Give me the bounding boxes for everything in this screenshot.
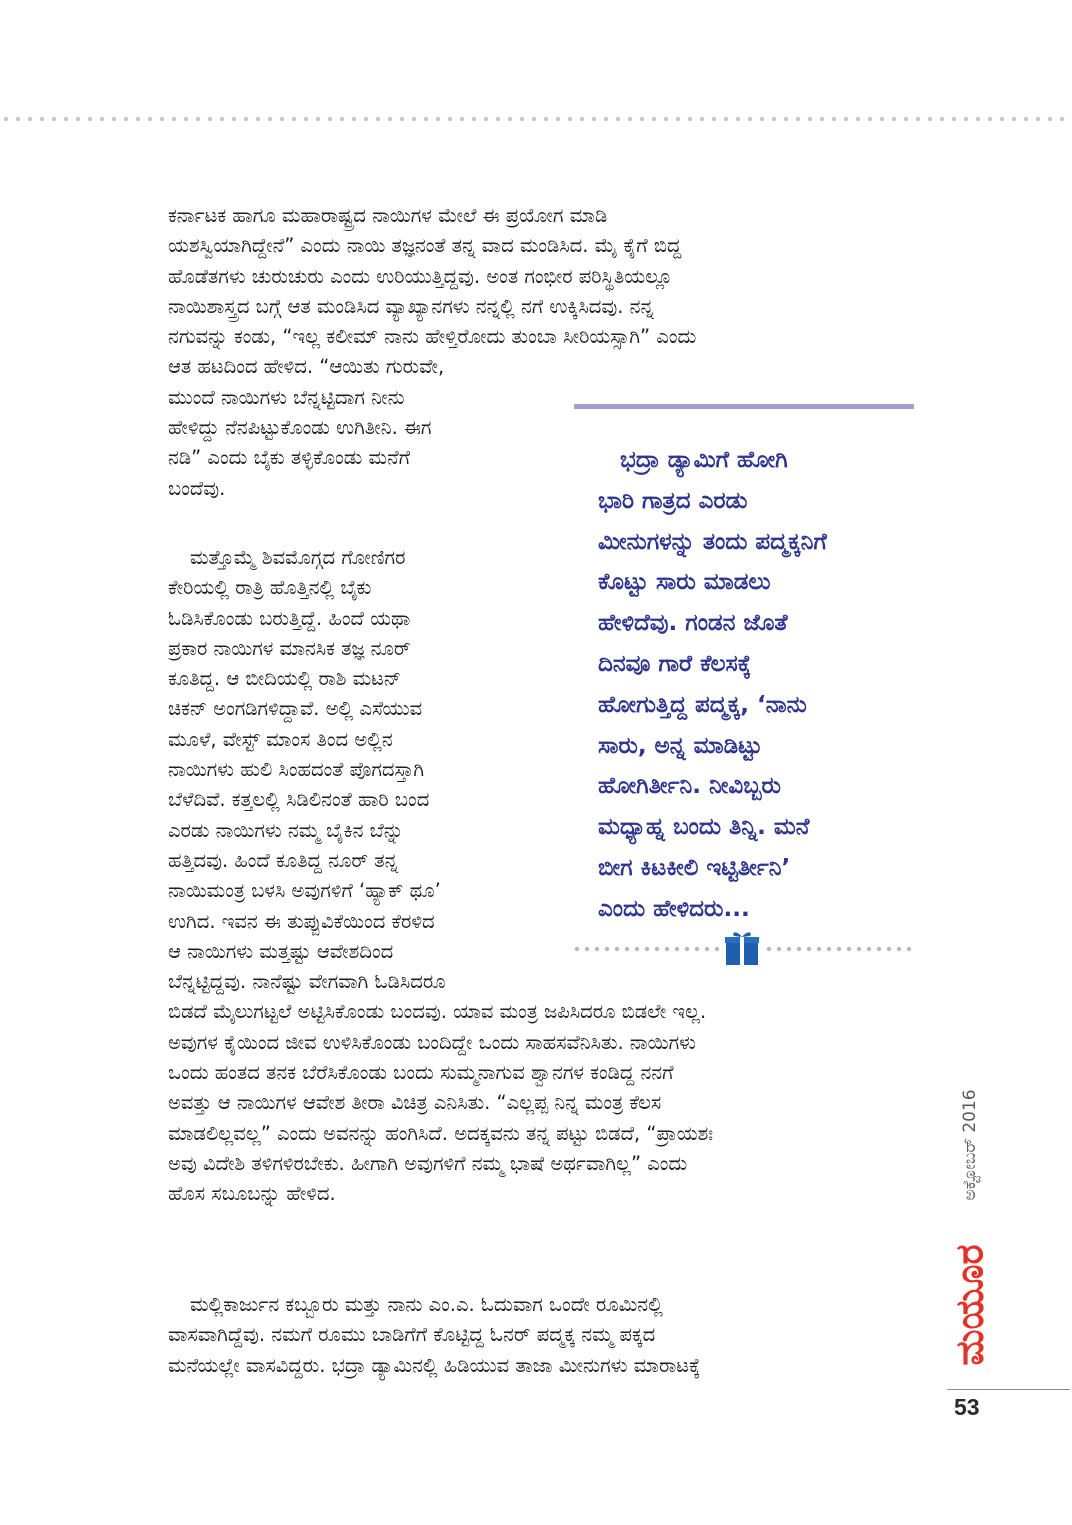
pull-quote-line: ಕೊಟ್ಟು ಸಾರು ಮಾಡಲು — [598, 569, 771, 596]
text-line: ಮತ್ತೊಮ್ಮೆ ಶಿವಮೊಗ್ಗದ ಗೋಣಿಗರ — [190, 546, 406, 569]
text-line: ನಗುವನ್ನು ಕಂಡು, “ಇಲ್ಲ ಕಲೀಮ್ ನಾನು ಹೇಳ್ತಿರೋದು ತುಂಬಾ ಸೀರಿಯಸ್ಸಾಗಿ” ಎಂದು — [168, 325, 697, 349]
text-line: ಹೊಸ ಸಬೂಬನ್ನು ಹೇಳಿದ. — [168, 1182, 336, 1206]
text-line: ಆ ನಾಯಿಗಳು ಮತ್ತಷ್ಟು ಆವೇಶದಿಂದ — [168, 939, 394, 963]
text-line: ಎರಡು ನಾಯಿಗಳು ನಮ್ಮ ಬೈಕಿನ ಬೆನ್ನು — [168, 818, 404, 842]
text-line: ಅವತ್ತು ಆ ನಾಯಿಗಳ ಆವೇಶ ತೀರಾ ವಿಚಿತ್ರ ಎನಿಸಿತು. “ಎಲ್ಲಪ್ಪ ನಿನ್ನ ಮಂತ್ರ ಕೆಲಸ — [168, 1091, 662, 1115]
text-line: ಅವು ವಿದೇಶಿ ತಳಿಗಳಿರಬೇಕು. ಹೀಗಾಗಿ ಅವುಗಳಿಗೆ ನಮ್ಮ ಭಾಷೆ ಅರ್ಥವಾಗಿಲ್ಲ” ಎಂದು — [168, 1151, 688, 1175]
pull-quote-top-rule — [574, 404, 914, 409]
pull-quote — [598, 440, 918, 930]
text-line: ನಾಯಿಮಂತ್ರ ಬಳಸಿ ಅವುಗಳಿಗೆ ‘ಹ್ಯಾಕ್ ಥೂ’ — [168, 879, 441, 903]
text-line: ವಾಸವಾಗಿದ್ದೆವು. ನಮಗೆ ರೂಮು ಬಾಡಿಗೆಗೆ ಕೊಟ್ಟಿದ್ದ ಓನರ್ ಪದ್ಮಕ್ಕ ನಮ್ಮ ಪಕ್ಕದ — [168, 1323, 656, 1347]
text-line: ನಾಯಿಶಾಸ್ತ್ರದ ಬಗ್ಗೆ ಆತ ಮಂಡಿಸಿದ ವ್ಯಾಖ್ಯಾನಗಳು ನನ್ನಲ್ಲಿ ನಗೆ ಉಕ್ಕಿಸಿದವು. ನನ್ನ — [168, 294, 654, 318]
text-line: ಹತ್ತಿದವು. ಹಿಂದೆ ಕೂತಿದ್ದ ನೂರ್ ತನ್ನ — [168, 848, 399, 872]
pull-quote-line: ಭದ್ರಾ ಡ್ಯಾಮಿಗೆ ಹೋಗಿ — [620, 447, 788, 473]
text-line: ಕೇರಿಯಲ್ಲಿ ರಾತ್ರಿ ಹೊತ್ತಿನಲ್ಲಿ ಬೈಕು — [168, 576, 372, 600]
text-line: ಅವುಗಳ ಕೈಯಿಂದ ಜೀವ ಉಳಿಸಿಕೊಂಡು ಬಂದಿದ್ದೇ ಒಂದು ಸಾಹಸವೆನಿಸಿತು. ನಾಯಿಗಳು — [168, 1030, 696, 1054]
pull-quote-line: ಎಂದು ಹೇಳಿದರು... — [598, 895, 750, 922]
pull-quote-line: ಮೀನುಗಳನ್ನು ತಂದು ಪದ್ಮಕ್ಕನಿಗೆ — [598, 528, 827, 555]
text-line: ಬಂದೆವು. — [168, 476, 226, 500]
text-line: ಮೂಳೆ, ವೇಸ್ಟ್ ಮಾಂಸ ತಿಂದ ಅಲ್ಲಿನ — [168, 727, 393, 751]
pull-quote-dots-left — [572, 946, 720, 952]
text-line: ನಾಯಿಗಳು ಹುಲಿ ಸಿಂಹದಂತೆ ಪೊಗದಸ್ತಾಗಿ — [168, 758, 425, 782]
text-line: ಬೆಳೆದಿವೆ. ಕತ್ತಲಲ್ಲಿ ಸಿಡಿಲಿನಂತೆ ಹಾರಿ ಬಂದ — [168, 788, 430, 812]
pull-quote-line: ದಿನವೂ ಗಾರೆ ಕೆಲಸಕ್ಕೆ — [598, 650, 752, 677]
text-line: ಕೂತಿದ್ದ. ಆ ಬೀದಿಯಲ್ಲಿ ರಾಶಿ ಮಟನ್ — [168, 667, 402, 691]
magazine-logo-text: ಮಯೂರ — [947, 1244, 992, 1366]
pull-quote-dots-right — [764, 946, 914, 952]
text-line: ಬಿಡದೆ ಮೈಲುಗಟ್ಟಲೆ ಅಟ್ಟಿಸಿಕೊಂಡು ಬಂದವು. ಯಾವ ಮಂತ್ರ ಜಪಿಸಿದರೂ ಬಿಡಲೇ ಇಲ್ಲ. — [168, 1000, 707, 1024]
text-line: ಬೆನ್ನಟ್ಟಿದ್ದವು. ನಾನೆಷ್ಟು ವೇಗವಾಗಿ ಓಡಿಸಿದರೂ — [168, 970, 446, 994]
text-line: ಚಿಕನ್ ಅಂಗಡಿಗಳಿದ್ದಾವೆ. ಅಲ್ಲಿ ಎಸೆಯುವ — [168, 697, 423, 721]
text-line: ಮಲ್ಲಿಕಾರ್ಜುನ ಕಬ್ಬೂರು ಮತ್ತು ನಾನು ಎಂ.ಎ. ಓದುವಾಗ ಒಂದೇ ರೂಮಿನಲ್ಲಿ — [190, 1293, 663, 1316]
pull-quote-line: ಹೇಳಿದೆವು. ಗಂಡನ ಜೊತೆ — [598, 610, 788, 637]
text-line: ಕರ್ನಾಟಕ ಹಾಗೂ ಮಹಾರಾಷ್ಟ್ರದ ನಾಯಿಗಳ ಮೇಲೆ ಈ ಪ್ರಯೋಗ ಮಾಡಿ — [168, 204, 608, 227]
issue-date-text: ಅಕ್ಟೋಬರ್ 2016 — [960, 1089, 980, 1201]
pull-quote-line: ಬೀಗ ಕಿಟಕೀಲಿ ಇಟ್ಟಿರ್ತೀನಿ’ — [598, 854, 791, 881]
text-line: ಉಗಿದ. ಇವನ ಈ ತುಪ್ಪುವಿಕೆಯಿಂದ ಕೆರಳಿದ — [168, 909, 435, 933]
gift-icon — [725, 930, 759, 966]
text-line: ಹೇಳಿದ್ದು ನೆನಪಿಟ್ಟುಕೊಂಡು ಉಗಿತೀನಿ. ಈಗ — [168, 416, 432, 440]
text-line: ಆತ ಹಟದಿಂದ ಹೇಳಿದ. “ಆಯಿತು ಗುರುವೇ, — [168, 355, 445, 379]
text-line: ಪ್ರಕಾರ ನಾಯಿಗಳ ಮಾನಸಿಕ ತಜ್ಞ ನೂರ್ — [168, 636, 411, 660]
pull-quote-line: ಹೋಗಿರ್ತೀನಿ. ನೀವಿಬ್ಬರು — [598, 773, 781, 800]
text-line: ಮಾಡಲಿಲ್ಲವಲ್ಲ” ಎಂದು ಅವನನ್ನು ಹಂಗಿಸಿದೆ. ಅದಕ್ಕವನು ತನ್ನ ಪಟ್ಟು ಬಿಡದೆ, “ಪ್ರಾಯಶಃ — [168, 1121, 714, 1145]
pull-quote-line: ಮಧ್ಯಾಹ್ನ ಬಂದು ತಿನ್ನಿ. ಮನೆ — [598, 814, 810, 841]
pull-quote-line: ಭಾರಿ ಗಾತ್ರದ ಎರಡು — [598, 487, 748, 514]
page-number-rule — [947, 1389, 1070, 1390]
pull-quote-line: ಹೋಗುತ್ತಿದ್ದ ಪದ್ಮಕ್ಕ, ‘ನಾನು — [598, 691, 807, 718]
pull-quote-line: ಸಾರು, ಅನ್ನ ಮಾಡಿಟ್ಟು — [598, 732, 763, 759]
text-line: ನಡಿ” ಎಂದು ಬೈಕು ತಳ್ಳಿಕೊಂಡು ಮನೆಗೆ — [168, 446, 411, 470]
page-number: 53 — [954, 1394, 980, 1420]
text-line: ಒಂದು ಹಂತದ ತನಕ ಬೆರೆಸಿಕೊಂಡು ಬಂದು ಸುಮ್ಮನಾಗುವ ಶ್ವಾನಗಳ ಕಂಡಿದ್ದ ನನಗೆ — [168, 1061, 674, 1085]
text-line: ಹೊಡೆತಗಳು ಚುರುಚುರು ಎಂದು ಉರಿಯುತ್ತಿದ್ದವು. ಅಂತ ಗಂಭೀರ ಪರಿಸ್ಥಿತಿಯಲ್ಲೂ — [168, 264, 673, 288]
article-paragraph-3 — [168, 1290, 700, 1381]
top-dotted-rule — [0, 116, 1072, 122]
text-line: ಓಡಿಸಿಕೊಂಡು ಬರುತ್ತಿದ್ದೆ. ಹಿಂದೆ ಯಥಾ — [168, 606, 411, 630]
text-line: ಮುಂದೆ ನಾಯಿಗಳು ಬೆನ್ನಟ್ಟಿದಾಗ ನೀನು — [168, 385, 405, 409]
text-line: ಯಶಸ್ವಿಯಾಗಿದ್ದೇನೆ” ಎಂದು ನಾಯಿ ತಜ್ಞನಂತೆ ತನ್ನ ವಾದ ಮಂಡಿಸಿದ. ಮೈ ಕೈಗೆ ಬಿದ್ದ — [168, 234, 682, 258]
text-line: ಮನೆಯಲ್ಲೇ ವಾಸವಿದ್ದರು. ಭದ್ರಾ ಡ್ಯಾಮಿನಲ್ಲಿ ಹಿಡಿಯುವ ತಾಜಾ ಮೀನುಗಳು ಮಾರಾಟಕ್ಕೆ — [168, 1353, 701, 1377]
